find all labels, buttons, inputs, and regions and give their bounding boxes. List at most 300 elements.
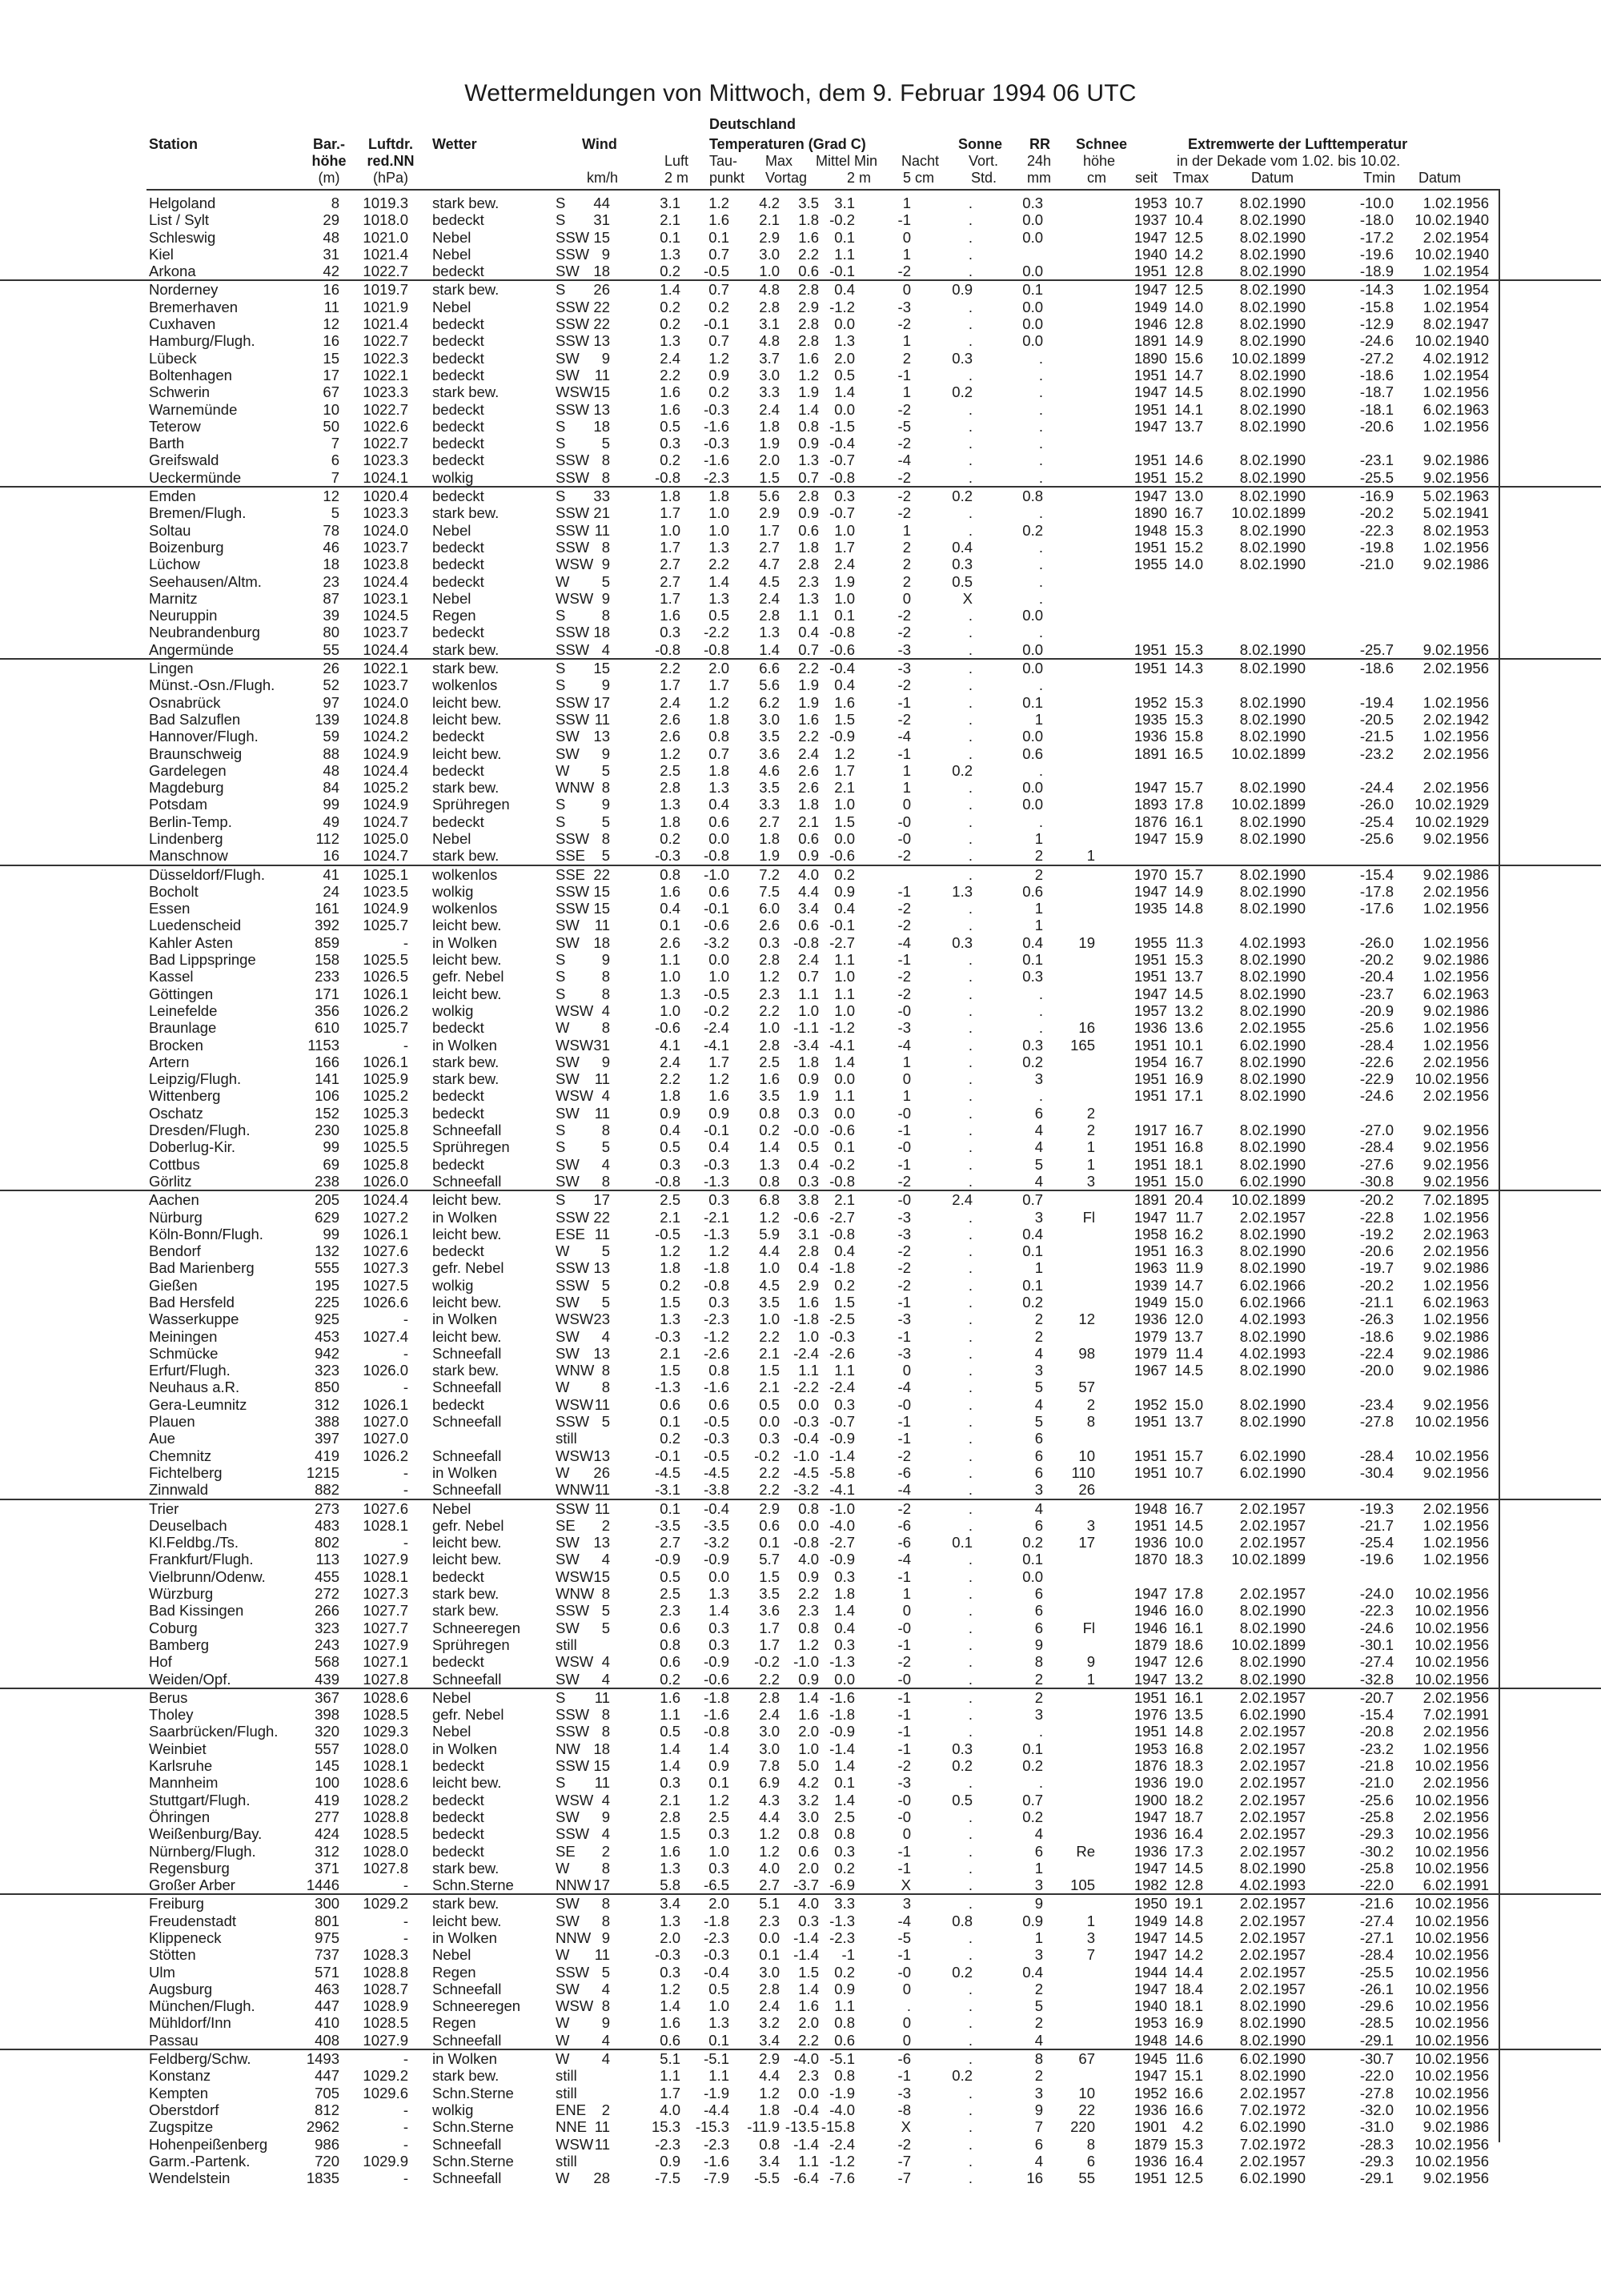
cell-taupunkt: 0.3 [708, 1859, 729, 1877]
cell-tmin: -27.2 [1359, 349, 1394, 367]
cell-tmin: -30.7 [1359, 2050, 1394, 2068]
cell-windstaerke: 11 [594, 1225, 610, 1242]
cell-station: Wasserkuppe [149, 1311, 239, 1328]
cell-rr: 0.0 [1022, 211, 1043, 229]
cell-hoehe: 371 [315, 1859, 339, 1877]
cell-windrichtung: WNW [556, 779, 595, 797]
cell-sonne: . [968, 2170, 973, 2187]
cell-max: 3.4 [759, 2152, 780, 2170]
cell-max: 1.2 [759, 2084, 780, 2101]
cell-min: 0.3 [834, 488, 855, 505]
cell-seit: 1963 [1134, 1259, 1167, 1277]
cell-sonne: . [968, 211, 973, 229]
cell-sonne: . [968, 1362, 973, 1379]
cell-max: 2.4 [759, 1706, 780, 1724]
cell-taupunkt: -0.9 [704, 1653, 729, 1671]
cell-rr: 1 [1034, 900, 1043, 917]
cell-tmin: -20.2 [1359, 504, 1394, 522]
cell-luft: 15.3 [651, 2118, 680, 2136]
cell-hoehe: 439 [315, 1670, 339, 1688]
cell-tmax: 15.3 [1174, 710, 1203, 728]
cell-nacht: -7 [897, 2152, 911, 2170]
cell-mittel: 2.0 [798, 1859, 819, 1877]
cell-mittel: -1.0 [793, 1653, 819, 1671]
cell-nacht: -2 [897, 1242, 911, 1260]
cell-station: Cottbus [149, 1155, 200, 1173]
cell-tmax: 10.7 [1174, 1463, 1203, 1481]
header-bar-3: (m) [318, 170, 340, 186]
cell-luftdruck: 1028.8 [363, 1808, 408, 1825]
cell-luftdruck: 1026.0 [363, 1172, 408, 1190]
cell-rr: 4 [1034, 2031, 1043, 2049]
cell-tmin: -26.3 [1359, 1311, 1394, 1328]
cell-max: 3.5 [759, 1087, 780, 1105]
table-row [0, 2153, 1601, 2170]
cell-schnee: 3 [1086, 1516, 1095, 1534]
cell-luft: 0.3 [660, 1963, 680, 1981]
cell-max: 2.1 [759, 1379, 780, 1396]
cell-mittel: 2.8 [798, 315, 819, 333]
cell-tmax: 17.1 [1174, 1087, 1203, 1105]
cell-tmin: -19.2 [1359, 1225, 1394, 1242]
cell-windrichtung: SSW [556, 521, 590, 539]
cell-mittel: -3.2 [793, 1481, 819, 1499]
cell-tmax: 14.9 [1174, 332, 1203, 350]
cell-station: Wendelstein [149, 2170, 231, 2187]
cell-sonne: . [968, 298, 973, 315]
cell-min: 0.4 [834, 1619, 855, 1636]
cell-nacht: 0 [902, 589, 911, 607]
cell-tmin: -25.6 [1359, 1019, 1394, 1037]
cell-luft: 2.1 [660, 211, 680, 229]
cell-tmin-datum: 10.02.1956 [1414, 2067, 1489, 2085]
cell-tmax-datum: 8.02.1990 [1239, 315, 1306, 333]
cell-windrichtung: SSW [556, 624, 590, 641]
cell-tmin: -20.4 [1359, 968, 1394, 985]
cell-wetter: leicht bew. [432, 985, 502, 1002]
cell-tmax-datum: 10.02.1899 [1231, 1551, 1306, 1568]
cell-windrichtung: W [556, 2050, 570, 2068]
cell-tmax: 14.0 [1174, 556, 1203, 573]
cell-hoehe: 145 [315, 1757, 339, 1775]
cell-max: 1.2 [759, 1825, 780, 1843]
cell-windstaerke: 15 [593, 882, 610, 900]
cell-rr: . [1038, 538, 1043, 556]
cell-station: Bocholt [149, 882, 199, 900]
header-rule [146, 189, 1499, 191]
cell-mittel: 0.9 [798, 847, 819, 865]
cell-windrichtung: W [556, 1946, 570, 1964]
cell-sonne: 0.2 [952, 488, 973, 505]
cell-min: 1.3 [834, 332, 855, 350]
cell-windrichtung: W [556, 2014, 570, 2032]
cell-rr: 0.0 [1022, 660, 1043, 677]
cell-taupunkt: 0.6 [708, 813, 729, 830]
cell-windstaerke: 2 [601, 1516, 610, 1534]
cell-tmax-datum: 8.02.1990 [1239, 1653, 1306, 1671]
cell-nacht: -2 [897, 676, 911, 694]
cell-min: 0.0 [834, 1104, 855, 1122]
cell-max: 0.6 [759, 1516, 780, 1534]
cell-tmax: 15.3 [1174, 521, 1203, 539]
header-station: Station [149, 136, 198, 152]
cell-rr: 0.1 [1022, 281, 1043, 299]
cell-luft: 2.7 [660, 556, 680, 573]
cell-luft: 1.2 [660, 1242, 680, 1260]
cell-station: Leipzig/Flugh. [149, 1070, 242, 1088]
cell-luft: 0.1 [660, 228, 680, 246]
cell-min: -0.8 [829, 1172, 855, 1190]
cell-tmax: 14.2 [1174, 245, 1203, 263]
cell-seit: 1952 [1134, 2084, 1167, 2101]
cell-windrichtung: WSW [556, 1311, 594, 1328]
cell-nacht: 0 [902, 2031, 911, 2049]
cell-taupunkt: 0.9 [708, 366, 729, 383]
cell-tmax-datum: 6.02.1966 [1239, 1294, 1306, 1311]
cell-wetter: Schneefall [432, 1413, 502, 1431]
cell-max: 2.7 [759, 813, 780, 830]
cell-luftdruck: - [403, 1379, 408, 1396]
cell-mittel: -0.6 [793, 1208, 819, 1226]
cell-seit: 1970 [1134, 865, 1167, 883]
cell-max: 5.1 [759, 1895, 780, 1913]
cell-tmin-datum: 6.02.1963 [1422, 400, 1489, 418]
cell-tmax: 15.6 [1174, 349, 1203, 367]
cell-rr: 0.2 [1022, 1808, 1043, 1825]
cell-min: 2.4 [834, 556, 855, 573]
cell-hoehe: 141 [315, 1070, 339, 1088]
cell-min: 1.5 [834, 1294, 855, 1311]
cell-station: Nürburg [149, 1208, 203, 1226]
table-row [0, 246, 1601, 263]
cell-luftdruck: 1028.0 [363, 1740, 408, 1757]
cell-wetter: stark bew. [432, 1585, 500, 1603]
cell-tmax: 14.4 [1174, 1963, 1203, 1981]
table-row [0, 1860, 1601, 1877]
table-row [0, 1173, 1601, 1190]
cell-rr: . [1038, 383, 1043, 401]
cell-wetter: Schneefall [432, 1670, 502, 1688]
cell-taupunkt: 1.3 [708, 1585, 729, 1603]
cell-windstaerke: 8 [601, 1997, 610, 2015]
cell-sonne: . [968, 745, 973, 762]
cell-tmin: -24.6 [1359, 332, 1394, 350]
cell-sonne: . [968, 417, 973, 435]
cell-tmin-datum: 1.02.1956 [1422, 1516, 1489, 1534]
cell-tmin: -18.9 [1359, 263, 1394, 280]
header-mittel-1: Mittel Min [816, 153, 878, 169]
cell-nacht: 2 [902, 556, 911, 573]
cell-nacht: -3 [897, 1344, 911, 1362]
cell-taupunkt: -4.4 [704, 2101, 729, 2118]
cell-windstaerke: 5 [601, 1276, 610, 1294]
cell-hoehe: 243 [315, 1636, 339, 1653]
cell-hoehe: 59 [323, 728, 339, 745]
cell-wetter: stark bew. [432, 1859, 500, 1877]
cell-seit: 1876 [1134, 813, 1167, 830]
cell-windrichtung: S [556, 211, 566, 229]
table-row [0, 1294, 1601, 1311]
cell-windstaerke: 26 [593, 281, 610, 299]
cell-luft: 1.3 [660, 332, 680, 350]
cell-tmin: -30.4 [1359, 1463, 1394, 1481]
cell-rr: 0.0 [1022, 640, 1043, 658]
cell-windrichtung: SSW [556, 1757, 590, 1775]
header-rr-1: RR [1029, 136, 1050, 152]
cell-tmax: 18.3 [1174, 1551, 1203, 1568]
cell-windstaerke: 21 [593, 504, 610, 522]
cell-min: 1.1 [834, 1087, 855, 1105]
cell-windstaerke: 13 [593, 1534, 610, 1551]
header-wind: Wind [582, 136, 617, 152]
cell-wetter: wolkenlos [432, 900, 498, 917]
cell-station: Kiel [149, 245, 174, 263]
cell-min: -0.6 [829, 1122, 855, 1139]
cell-mittel: -0.3 [793, 1413, 819, 1431]
cell-hoehe: 419 [315, 1447, 339, 1464]
cell-rr: 0.4 [1022, 933, 1043, 951]
cell-max: 4.5 [759, 572, 780, 590]
cell-tmin-datum: 10.02.1940 [1414, 245, 1489, 263]
cell-tmax-datum: 8.02.1990 [1239, 538, 1306, 556]
cell-rr: 6 [1034, 1463, 1043, 1481]
header-rr-2: 24h [1027, 153, 1052, 169]
cell-wetter: leicht bew. [432, 1294, 502, 1311]
cell-luft: 2.2 [660, 660, 680, 677]
cell-tmax: 16.1 [1174, 813, 1203, 830]
cell-luftdruck: - [403, 933, 408, 951]
cell-min: -0.2 [829, 211, 855, 229]
cell-luftdruck: 1025.8 [363, 1122, 408, 1139]
header-deutschland: Deutschland [709, 116, 796, 132]
cell-wetter: Schneefall [432, 1481, 502, 1499]
cell-windrichtung: SSW [556, 298, 590, 315]
cell-luft: -0.8 [655, 468, 680, 486]
cell-windstaerke: 13 [593, 332, 610, 350]
cell-max: 1.5 [759, 468, 780, 486]
cell-tmin-datum: 10.02.1956 [1414, 1653, 1489, 1671]
cell-mittel: -0.4 [793, 2101, 819, 2118]
cell-taupunkt: 0.5 [708, 607, 729, 624]
cell-tmax-datum: 8.02.1990 [1239, 1259, 1306, 1277]
table-row [0, 694, 1601, 711]
cell-tmax: 15.7 [1174, 865, 1203, 883]
cell-windstaerke: 17 [593, 1877, 610, 1894]
cell-mittel: 0.9 [798, 435, 819, 452]
cell-windstaerke: 11 [594, 1499, 610, 1517]
cell-luft: -0.1 [655, 1447, 680, 1464]
cell-rr: 0.2 [1022, 1757, 1043, 1775]
cell-tmin-datum: 7.02.1895 [1422, 1191, 1489, 1209]
cell-hoehe: 29 [323, 211, 339, 229]
cell-taupunkt: 0.3 [708, 1619, 729, 1636]
cell-station: Luedenscheid [149, 917, 242, 934]
cell-luftdruck: - [403, 1311, 408, 1328]
cell-taupunkt: 0.2 [708, 383, 729, 401]
cell-rr: 4 [1034, 1138, 1043, 1156]
cell-windrichtung: SE [556, 1842, 576, 1860]
cell-rr: 6 [1034, 1619, 1043, 1636]
cell-tmax-datum: 2.02.1957 [1239, 2084, 1306, 2101]
cell-seit: 1951 [1134, 2170, 1167, 2187]
cell-nacht: 0 [902, 1980, 911, 1997]
cell-windrichtung: W [556, 2170, 570, 2187]
cell-taupunkt: -1.9 [704, 2084, 729, 2101]
cell-max: 4.8 [759, 332, 780, 350]
cell-station: Frankfurt/Flugh. [149, 1551, 254, 1568]
cell-luftdruck: - [403, 2118, 408, 2136]
cell-tmin: -32.0 [1359, 2101, 1394, 2118]
cell-min: -0.9 [829, 1551, 855, 1568]
cell-wetter: bedeckt [432, 1019, 484, 1037]
cell-tmin: -17.8 [1359, 882, 1394, 900]
cell-mittel: -0.8 [793, 1534, 819, 1551]
cell-station: Trier [149, 1499, 179, 1517]
cell-sonne: . [968, 1104, 973, 1122]
cell-min: -1.3 [829, 1653, 855, 1671]
cell-sonne: . [968, 1481, 973, 1499]
cell-rr: 2 [1034, 865, 1043, 883]
cell-station: Tholey [149, 1706, 194, 1724]
cell-mittel: 1.6 [798, 710, 819, 728]
cell-taupunkt: 1.2 [708, 1242, 729, 1260]
cell-mittel: 2.2 [798, 245, 819, 263]
cell-mittel: 1.0 [798, 1327, 819, 1345]
cell-taupunkt: -1.0 [704, 865, 729, 883]
cell-seit: 1879 [1134, 2135, 1167, 2153]
cell-nacht: -2 [897, 263, 911, 280]
cell-taupunkt: -0.3 [704, 1155, 729, 1173]
table-row [0, 573, 1601, 590]
cell-station: Kempten [149, 2084, 209, 2101]
table-row [0, 488, 1601, 504]
cell-min: 1.8 [834, 1585, 855, 1603]
cell-nacht: -2 [897, 624, 911, 641]
cell-windstaerke: 31 [593, 1036, 610, 1054]
cell-nacht: -2 [897, 847, 911, 865]
cell-station: Kassel [149, 968, 194, 985]
cell-wetter: Schn.Sterne [432, 1877, 514, 1894]
cell-luftdruck: 1028.0 [363, 1842, 408, 1860]
cell-sonne: 0.3 [952, 1740, 973, 1757]
cell-taupunkt: -2.3 [704, 1311, 729, 1328]
cell-windstaerke: 11 [594, 1946, 610, 1964]
cell-tmin: -16.9 [1359, 488, 1394, 505]
cell-taupunkt: -2.3 [704, 2135, 729, 2153]
cell-luft: 1.5 [660, 1825, 680, 1843]
cell-tmax: 16.7 [1174, 1053, 1203, 1070]
cell-seit: 1951 [1134, 468, 1167, 486]
cell-luftdruck: 1023.8 [363, 556, 408, 573]
cell-hoehe: 720 [315, 2152, 339, 2170]
cell-min: 1.5 [834, 813, 855, 830]
cell-tmax-datum: 8.02.1990 [1239, 366, 1306, 383]
cell-tmin-datum: 1.02.1956 [1422, 693, 1489, 711]
cell-rr: 3 [1034, 1706, 1043, 1724]
cell-rr: 0.3 [1022, 968, 1043, 985]
cell-tmin-datum: 2.02.1956 [1422, 882, 1489, 900]
cell-taupunkt: -1.3 [704, 1225, 729, 1242]
cell-wetter: stark bew. [432, 504, 500, 522]
cell-sonne: . [968, 2014, 973, 2032]
table-row [0, 315, 1601, 332]
cell-rr: 2 [1034, 1980, 1043, 1997]
cell-windrichtung: SW [556, 1895, 580, 1913]
cell-sonne: . [968, 1825, 973, 1843]
cell-hoehe: 447 [315, 2067, 339, 2085]
cell-sonne: . [968, 1516, 973, 1534]
cell-station: Aue [149, 1430, 175, 1447]
table-row [0, 1877, 1601, 1893]
cell-max: 2.3 [759, 985, 780, 1002]
cell-taupunkt: -0.1 [704, 1122, 729, 1139]
cell-min: 0.1 [834, 607, 855, 624]
cell-max: 1.7 [759, 1636, 780, 1653]
cell-min: 1.6 [834, 693, 855, 711]
cell-windstaerke: 8 [601, 985, 610, 1002]
table-row [0, 1138, 1601, 1155]
cell-windstaerke: 17 [593, 1191, 610, 1209]
cell-rr: . [1038, 468, 1043, 486]
cell-taupunkt: 2.5 [708, 1808, 729, 1825]
cell-seit: 1936 [1134, 1825, 1167, 1843]
table-row [0, 1946, 1601, 1963]
cell-tmax-datum: 8.02.1990 [1239, 211, 1306, 229]
cell-rr: 0.0 [1022, 728, 1043, 745]
cell-windrichtung: S [556, 435, 566, 452]
cell-nacht: 1 [902, 383, 911, 401]
cell-windstaerke: 9 [601, 745, 610, 762]
cell-luftdruck: 1024.0 [363, 693, 408, 711]
cell-taupunkt: 2.0 [708, 1895, 729, 1913]
cell-tmin: -21.5 [1359, 728, 1394, 745]
header-luft-2: 2 m [664, 170, 689, 186]
cell-mittel: 1.6 [798, 1294, 819, 1311]
cell-min: 1.0 [834, 796, 855, 813]
table-row [0, 1997, 1601, 2014]
cell-schnee: 105 [1070, 1877, 1095, 1894]
cell-min: 0.2 [834, 1859, 855, 1877]
cell-min: 0.9 [834, 1980, 855, 1997]
cell-max: 0.1 [759, 1946, 780, 1964]
cell-rr: 3 [1034, 1946, 1043, 1964]
cell-tmin-datum: 10.02.1956 [1414, 2101, 1489, 2118]
cell-seit: 1951 [1134, 951, 1167, 969]
cell-hoehe: 84 [323, 779, 339, 797]
cell-mittel: 1.0 [798, 1001, 819, 1019]
table-row [0, 1226, 1601, 1242]
cell-windrichtung: still [556, 1430, 577, 1447]
table-row [0, 1002, 1601, 1019]
cell-schnee: 2 [1086, 1395, 1095, 1413]
cell-luft: 0.9 [660, 1104, 680, 1122]
cell-nacht: -1 [897, 1327, 911, 1345]
cell-windstaerke: 4 [601, 1980, 610, 1997]
cell-min: -2.7 [829, 933, 855, 951]
cell-nacht: 2 [902, 572, 911, 590]
table-row [0, 2170, 1601, 2186]
cell-seit: 1949 [1134, 1912, 1167, 1929]
cell-mittel: 0.6 [798, 263, 819, 280]
cell-tmin: -25.4 [1359, 813, 1394, 830]
cell-luftdruck: 1025.0 [363, 829, 408, 847]
cell-min: -2.3 [829, 1929, 855, 1946]
cell-tmax: 14.5 [1174, 985, 1203, 1002]
cell-nacht: -1 [897, 2067, 911, 2085]
cell-mittel: 2.2 [798, 728, 819, 745]
cell-tmin-datum: 1.02.1956 [1422, 1019, 1489, 1037]
cell-nacht: -3 [897, 1019, 911, 1037]
